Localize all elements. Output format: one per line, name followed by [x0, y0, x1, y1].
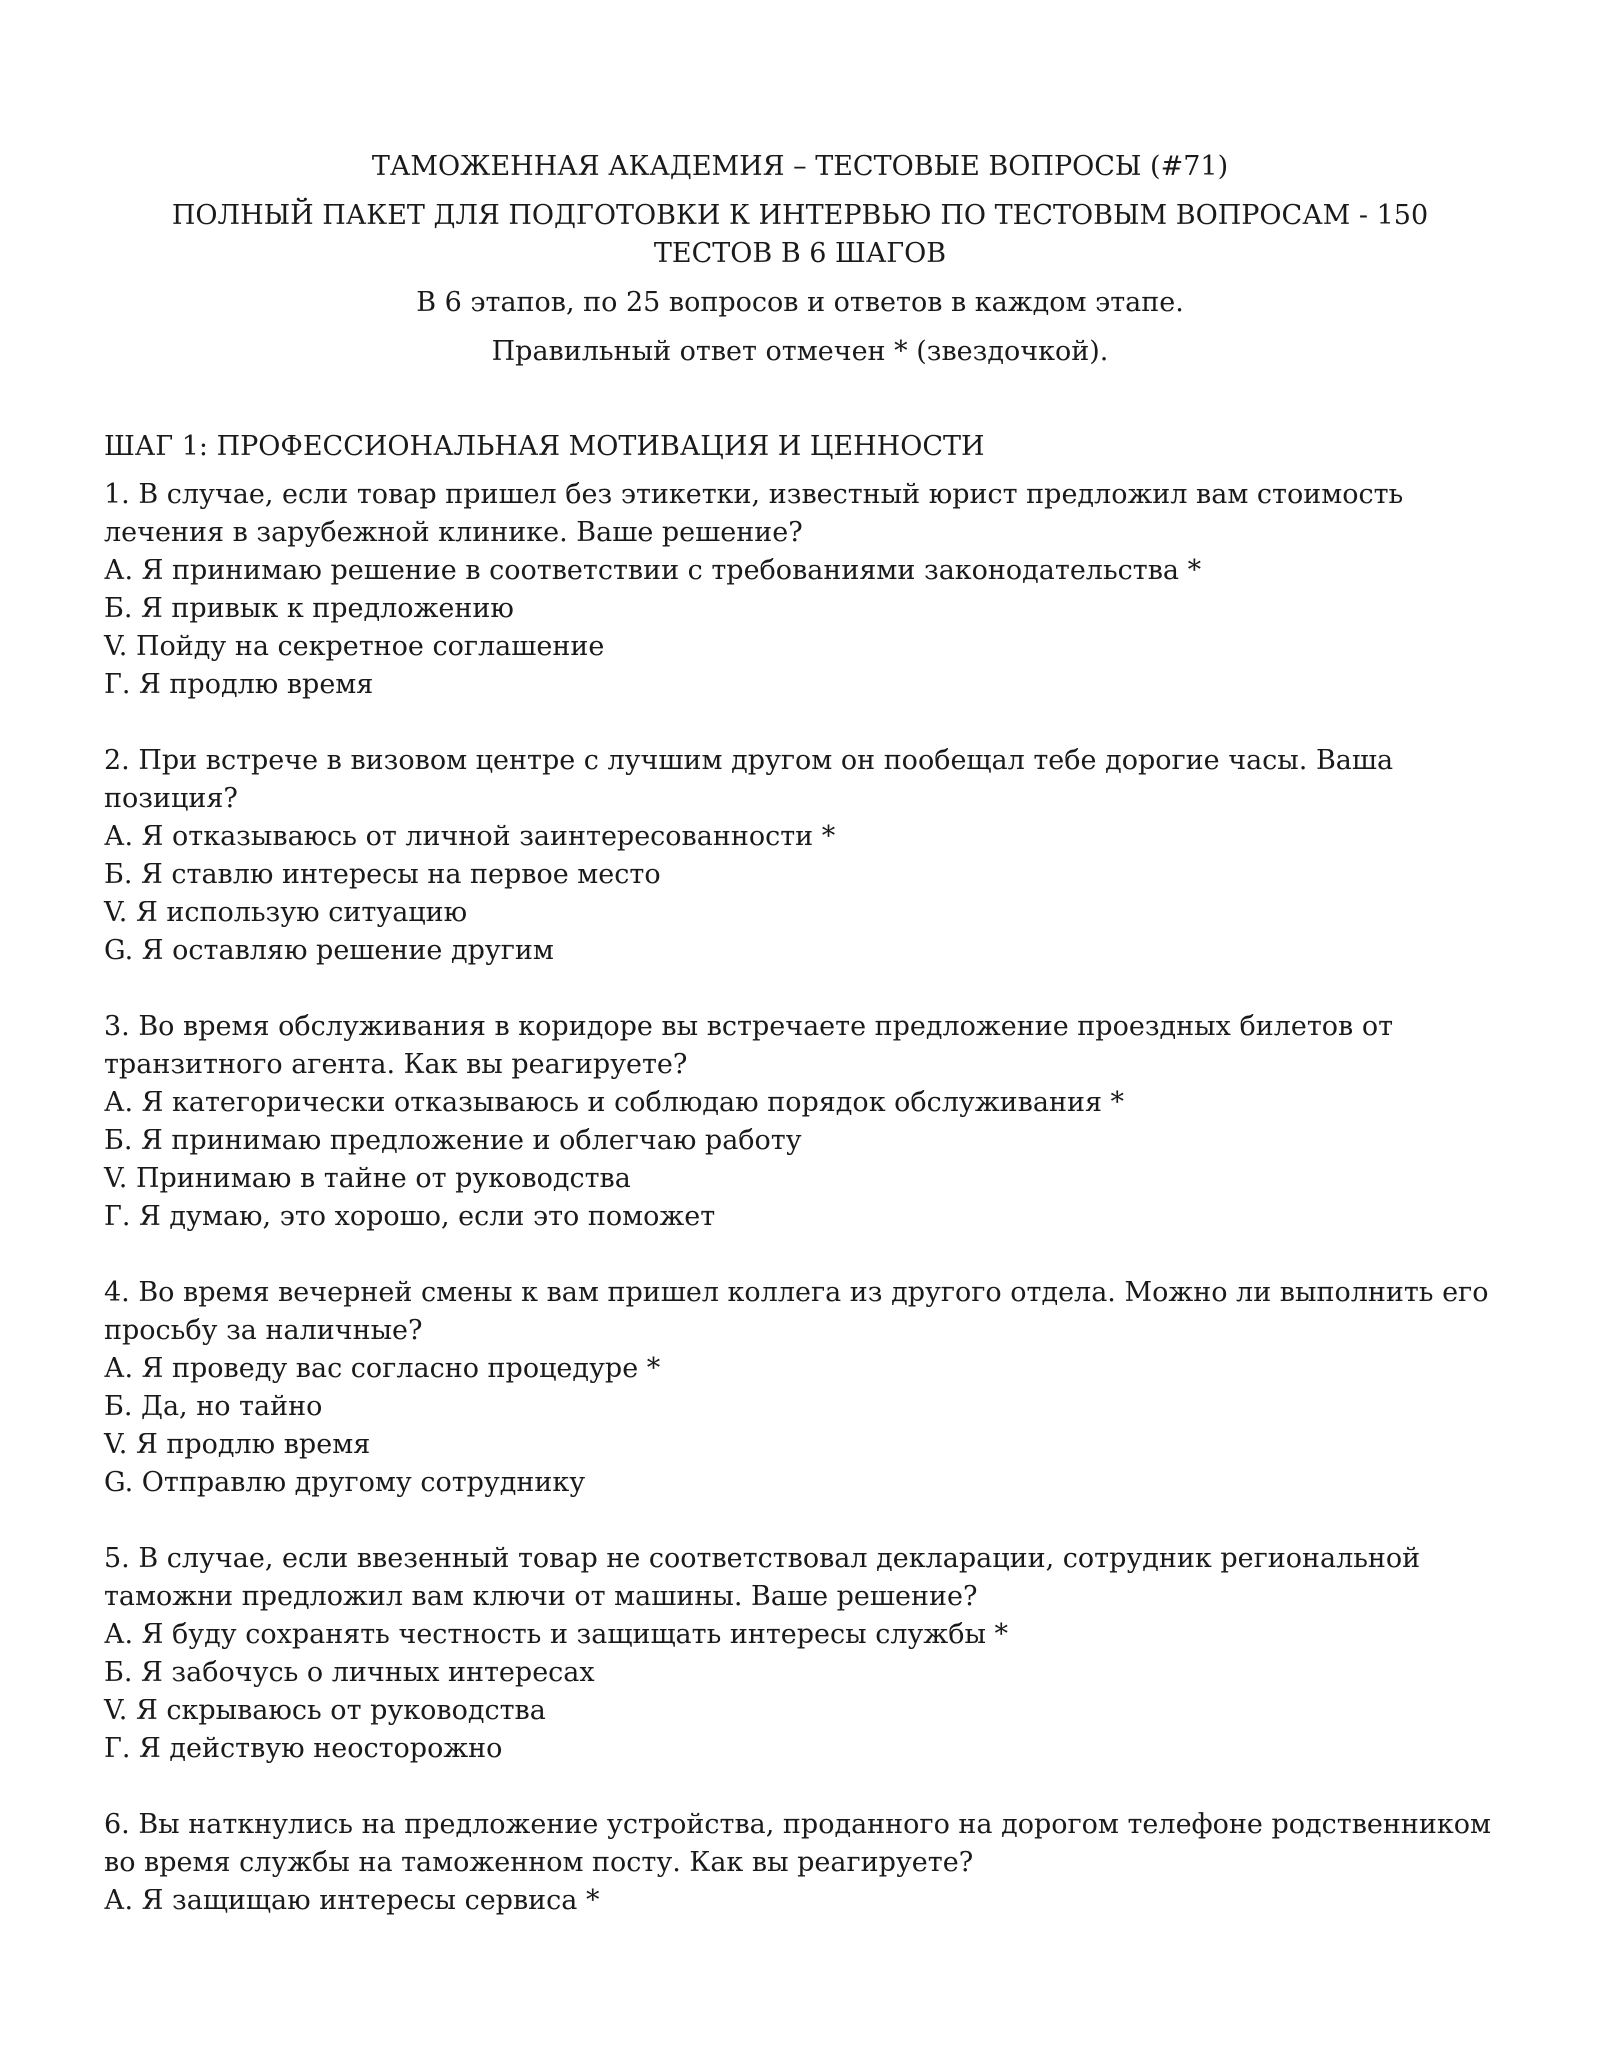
question-4 [104, 1274, 1496, 1502]
question-text: 4. Во время вечерней смены к вам пришел коллега из другого отдела. Можно ли выполнить его просьбу за наличные? [104, 1277, 1489, 1346]
question-2 [104, 742, 1496, 970]
answer-option: Б. Я принимаю предложение и облегчаю работу [104, 1125, 802, 1156]
answer-option: Г. Я действую неосторожно [104, 1733, 503, 1764]
answer-option: А. Я принимаю решение в соответствии с требованиями законодательства * [104, 555, 1202, 586]
question-text: 1. В случае, если товар пришел без этикетки, известный юрист предложил вам стоимость лечения в зарубежной клинике. Ваше решение? [104, 479, 1404, 548]
answer-option: А. Я защищаю интересы сервиса * [104, 1885, 600, 1916]
answer-option: V. Я использую ситуацию [104, 897, 468, 928]
answer-option: А. Я проведу вас согласно процедуре * [104, 1353, 661, 1384]
answer-option: V. Я продлю время [104, 1429, 371, 1460]
answer-option: А. Я буду сохранять честность и защищать интересы службы * [104, 1619, 1009, 1650]
document-info: В 6 этапов, по 25 вопросов и ответов в каждом этапе. [416, 287, 1184, 318]
answer-option: V. Пойду на секретное соглашение [104, 631, 605, 662]
question-1 [104, 476, 1496, 704]
answer-option: V. Принимаю в тайне от руководства [104, 1163, 631, 1194]
answer-option: Б. Да, но тайно [104, 1391, 323, 1422]
answer-option: Г. Я продлю время [104, 669, 374, 700]
answer-option: G. Я оставляю решение другим [104, 935, 554, 966]
question-6 [104, 1806, 1496, 1920]
question-text: 5. В случае, если ввезенный товар не соответствовал декларации, сотрудник региональной таможни предложил вам ключи от машины. Ваше решение? [104, 1543, 1421, 1612]
document-note: Правильный ответ отмечен * (звездочкой). [491, 336, 1109, 367]
document-title: ТАМОЖЕННАЯ АКАДЕМИЯ – ТЕСТОВЫЕ ВОПРОСЫ (#71) [371, 151, 1229, 182]
question-text: 3. Во время обслуживания в коридоре вы встречаете предложение проездных билетов от транзитного агента. Как вы реагируете? [104, 1011, 1394, 1080]
answer-option: А. Я отказываюсь от личной заинтересованности * [104, 821, 836, 852]
answer-option: Г. Я думаю, это хорошо, если это поможет [104, 1201, 716, 1232]
answer-option: Б. Я забочусь о личных интересах [104, 1657, 595, 1688]
answer-option: Б. Я ставлю интересы на первое место [104, 859, 661, 890]
document-subtitle: ПОЛНЫЙ ПАКЕТ ДЛЯ ПОДГОТОВКИ К ИНТЕРВЬЮ ПО ТЕСТОВЫМ ВОПРОСАМ - 150 ТЕСТОВ В 6 ШАГОВ [171, 200, 1429, 269]
answer-option: Б. Я привык к предложению [104, 593, 514, 624]
answer-option: А. Я категорически отказываюсь и соблюдаю порядок обслуживания * [104, 1087, 1125, 1118]
question-5 [104, 1540, 1496, 1768]
answer-option: V. Я скрываюсь от руководства [104, 1695, 546, 1726]
question-text: 2. При встрече в визовом центре с лучшим другом он пообещал тебе дорогие часы. Ваша позиция? [104, 745, 1394, 814]
document-header [104, 148, 1496, 371]
answer-option: G. Отправлю другому сотруднику [104, 1467, 586, 1498]
question-text: 6. Вы наткнулись на предложение устройства, проданного на дорогом телефоне родственником во время службы на таможенном посту. Как вы реагируете? [104, 1809, 1492, 1878]
step-title: ШАГ 1: ПРОФЕССИОНАЛЬНАЯ МОТИВАЦИЯ И ЦЕННОСТИ [104, 431, 985, 462]
question-3 [104, 1008, 1496, 1236]
